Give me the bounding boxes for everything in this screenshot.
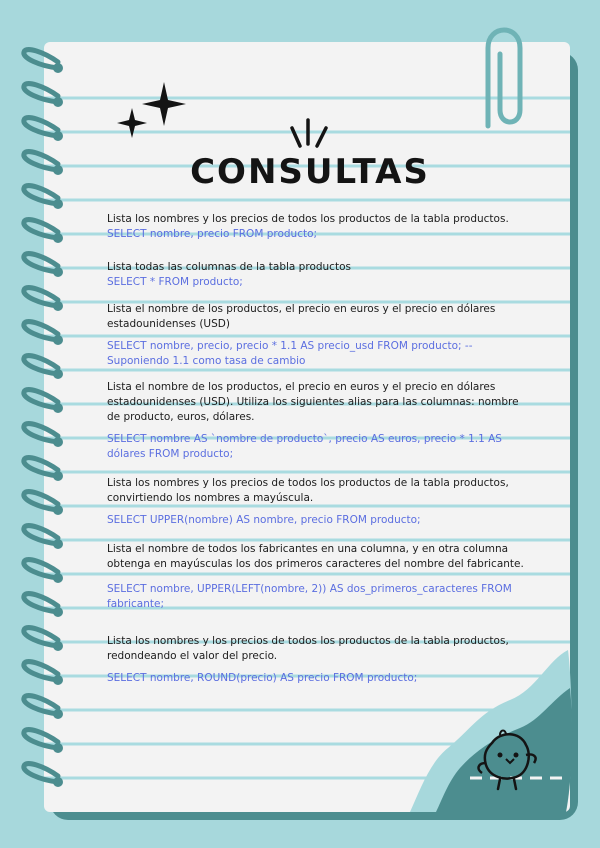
query-question: Lista todas las columnas de la tabla productos bbox=[107, 261, 351, 273]
query-item bbox=[107, 634, 532, 686]
sparkle-icon bbox=[114, 80, 194, 144]
query-sql: SELECT * FROM producto; bbox=[107, 276, 243, 288]
query-item bbox=[107, 542, 532, 612]
chick-doodle-icon bbox=[470, 725, 550, 795]
page-title: CONSULTAS bbox=[190, 152, 430, 192]
query-question: Lista el nombre de todos los fabricantes en una columna, y en otra columna obtenga en mayúsculas los dos primeros caracteres del nombre del fabricante. bbox=[107, 543, 524, 570]
query-question: Lista los nombres y los precios de todos los productos de la tabla productos. bbox=[107, 213, 509, 225]
query-question: Lista el nombre de los productos, el precio en euros y el precio en dólares estadounidenses (USD). Utiliza los siguientes alias para las columnas: nombre de producto, euros, dólares. bbox=[107, 381, 519, 423]
query-sql: SELECT nombre AS `nombre de producto`, precio AS euros, precio * 1.1 AS dólares FROM producto; bbox=[107, 433, 502, 460]
query-question: Lista el nombre de los productos, el precio en euros y el precio en dólares estadounidenses (USD) bbox=[107, 303, 496, 330]
query-question: Lista los nombres y los precios de todos los productos de la tabla productos, convirtiendo los nombres a mayúscula. bbox=[107, 477, 509, 504]
exclamation-burst-icon bbox=[284, 118, 334, 154]
query-sql: SELECT nombre, ROUND(precio) AS precio FROM producto; bbox=[107, 672, 418, 684]
query-item bbox=[107, 380, 532, 462]
query-item bbox=[107, 212, 532, 242]
query-sql: SELECT UPPER(nombre) AS nombre, precio FROM producto; bbox=[107, 514, 421, 526]
query-sql: SELECT nombre, precio FROM producto; bbox=[107, 228, 318, 240]
query-item bbox=[107, 302, 532, 369]
query-item bbox=[107, 260, 532, 290]
query-sql: SELECT nombre, UPPER(LEFT(nombre, 2)) AS dos_primeros_caracteres FROM fabricante; bbox=[107, 583, 512, 610]
query-sql: SELECT nombre, precio, precio * 1.1 AS precio_usd FROM producto; -- Suponiendo 1.1 como tasa de cambio bbox=[107, 340, 473, 367]
query-item bbox=[107, 476, 532, 528]
query-question: Lista los nombres y los precios de todos los productos de la tabla productos, redondeando el valor del precio. bbox=[107, 635, 509, 662]
paperclip-icon bbox=[470, 26, 530, 136]
